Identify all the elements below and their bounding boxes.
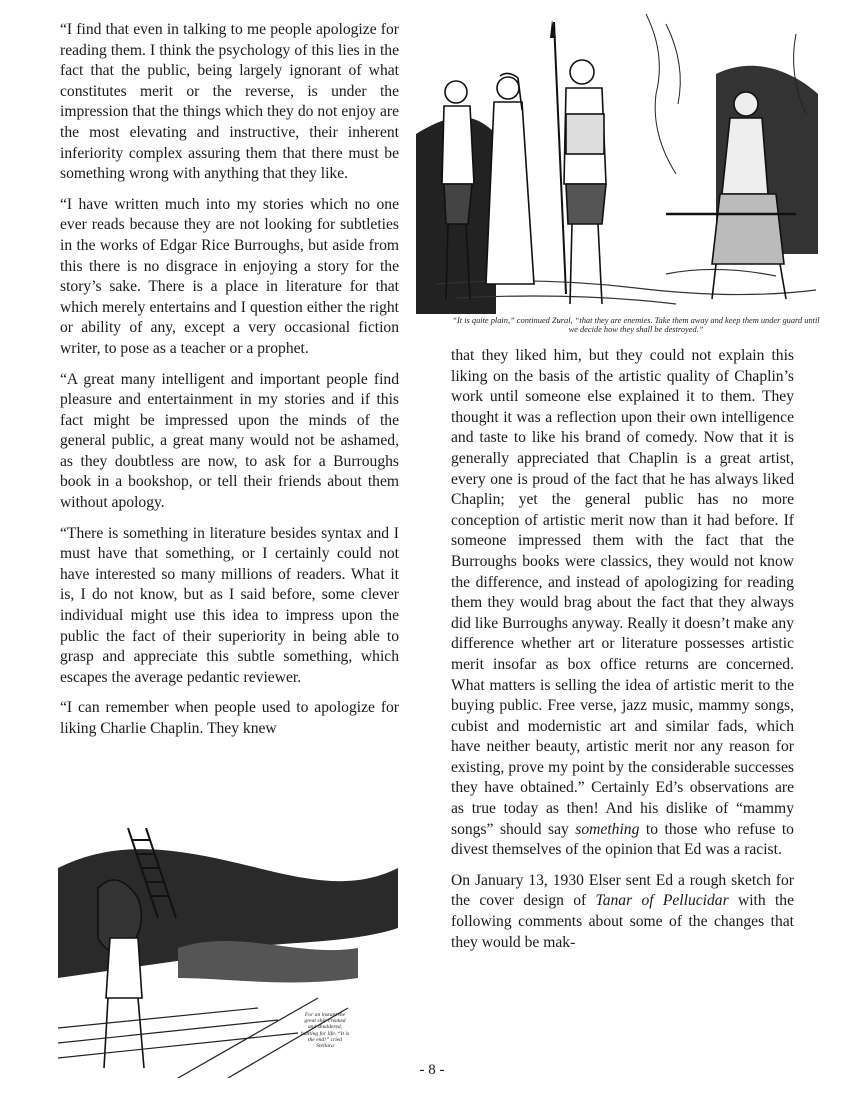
paragraph (451, 871, 794, 953)
paragraph: “There is something in literature besides syntax and I must have that something, or I certainly could not have interested so many millions of readers. What it is, I do not know, but as I said before, some clever individual might use this idea to impress upon the public the fact of their superiority in being able to grasp and appreciate this subtle something, which escapes the average pedantic reviewer. (60, 524, 399, 686)
book-title: Tanar of Pellucidar (595, 892, 729, 910)
text-run: with the following comments about some of the changes that they would be mak- (451, 892, 794, 951)
left-column (60, 20, 399, 750)
caption-top: “It is quite plain,” continued Zural, “that they are enemies. Take them away and keep them under guard until we decide how they shall be destroyed.” (452, 316, 820, 334)
text-run: On January 13, 1930 Elser sent Ed a rough sketch for the cover design of (451, 871, 794, 910)
page-number: - 8 - (419, 1062, 445, 1078)
illustration-figures-with-spear (416, 14, 818, 314)
paragraph: “I have written much into my stories which no one ever reads because they are not looking for subtleties in the works of Edgar Rice Burroughs, but aside from this there is no disgrace in enjoying a story for the story’s sake. There is a place in literature for that which merely entertains and I question either the right or ability of any, except a very occasional fiction writer, to pose as a teacher or a prophet. (60, 195, 399, 357)
text-run: to those who refuse to divest themselves of the opinion that Ed was a racist. (451, 820, 794, 859)
paragraph (451, 346, 794, 861)
text-run: that they liked him, but they could not explain this liking on the basis of the artistic quality of Chaplin’s work until someone else explained it to them. They thought it was a reflection upon their own intelligence and taste to like his brand of comedy. Now that it is generally appreciated that Chaplin is a great artist, every one is proud of the fact that he has always liked Chaplin; yet the general public has no more conception of artistic merit now than it had before. If someone impressed them with the fact that the Burroughs books were classics, they would not know the difference, and instead of apologizing for reading them they would brag about the fact that they always did like Burroughs anyway. Really it doesn’t make any difference whether art or literature possesses artistic merit insofar as box office returns are concerned. What matters is selling the idea of artistic merit to the buying public. Free verse, jazz music, mammy songs, cubist and modernistic art and similar fads, which have neither beauty, artistic merit nor any reason for existing, prove my point by the considerable successes they have obtained.” Certainly Ed’s observations are as true today as then! And his dislike of “mammy songs” should say (451, 347, 794, 838)
right-column (451, 346, 794, 963)
paragraph: “I find that even in talking to me people apologize for reading them. I think the psychology of this lies in the fact that the public, being largely ignorant of what constitutes merit or the reverse, is under the impression that the things which they do not enjoy are the most elevating and instructive, their inherent inferiority complex assuring them that there must be something wrong with anything that they like. (60, 21, 399, 183)
paragraph: “A great many intelligent and important people find pleasure and entertainment in my stories and if this fact might be impressed upon the minds of the general public, a great many would not be ashamed, as they doubtless are now, to ask for a Burroughs book in a bookshop, or tell their friends about them without apology. (60, 370, 399, 512)
paragraph: “I can remember when people used to apologize for liking Charlie Chaplin. They knew (60, 699, 399, 737)
illustration-top-drawing (416, 14, 818, 314)
emphasis: something (575, 820, 640, 838)
caption-bottom: For an instant the great ship creaked and shuddered, battling for life. “It is the end!” cried Stellara (300, 1012, 350, 1050)
